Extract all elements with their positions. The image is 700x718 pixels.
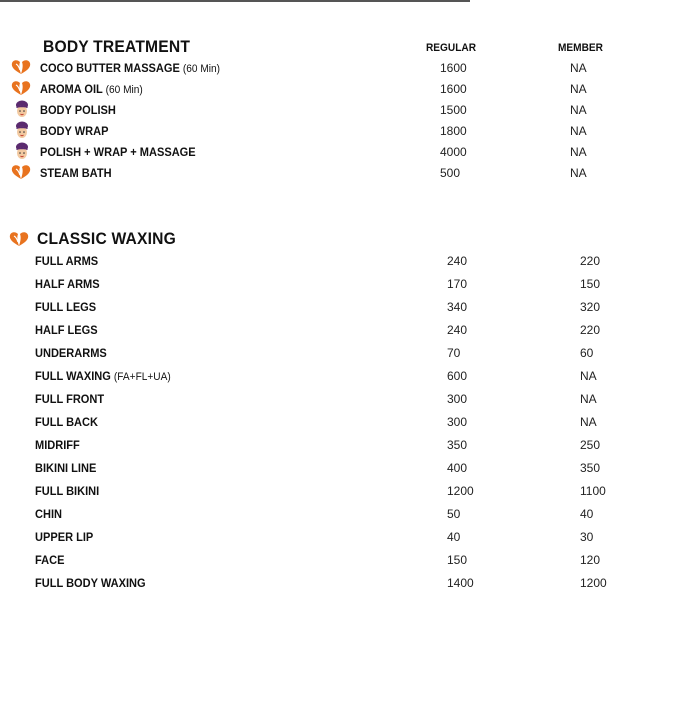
regular-price: 500 [440, 166, 461, 180]
member-price: NA [570, 103, 587, 117]
item-name [35, 254, 98, 268]
item-name [35, 461, 96, 475]
leaf-icon [10, 163, 32, 183]
member-price: 1200 [580, 576, 607, 590]
item-name [40, 103, 116, 117]
member-price: 30 [580, 530, 594, 544]
item-name [35, 438, 80, 452]
member-price: 320 [580, 300, 601, 314]
item-name-text: BIKINI LINE [35, 461, 97, 475]
member-price: 60 [580, 346, 594, 360]
item-name-text: HALF LEGS [35, 323, 98, 337]
regular-price: 40 [447, 530, 461, 544]
regular-price: 350 [447, 438, 468, 452]
item-name-text: FULL BIKINI [35, 484, 100, 498]
regular-price: 50 [447, 507, 461, 521]
list-item [0, 124, 700, 144]
regular-price: 300 [447, 392, 468, 406]
list-item [0, 254, 700, 274]
regular-price: 1600 [440, 61, 467, 75]
leaf-icon [10, 79, 32, 99]
member-price: 120 [580, 553, 601, 567]
member-price: 1100 [580, 484, 606, 498]
member-price: NA [580, 392, 597, 406]
list-item [0, 369, 700, 389]
woman-face-icon [13, 121, 35, 141]
regular-price: 240 [447, 323, 468, 337]
item-name [40, 124, 108, 138]
item-name [40, 166, 112, 180]
list-item [0, 103, 700, 123]
member-price: 40 [580, 507, 594, 521]
regular-price: 340 [447, 300, 468, 314]
item-name-text: FULL LEGS [35, 300, 97, 314]
regular-price: 1800 [440, 124, 467, 138]
regular-price: 1500 [440, 103, 467, 117]
item-name-text: MIDRIFF [35, 438, 80, 452]
list-item [0, 346, 700, 366]
item-name-text: BODY WRAP [40, 124, 109, 138]
item-name [40, 61, 220, 75]
list-item [0, 553, 700, 573]
item-name-text: FACE [35, 553, 65, 567]
list-item [0, 166, 700, 186]
regular-price: 70 [447, 346, 461, 360]
list-item [0, 61, 700, 81]
item-name [35, 507, 62, 521]
woman-face-icon [13, 100, 35, 120]
list-item [0, 82, 700, 102]
member-price: 250 [580, 438, 601, 452]
item-name-text: FULL WAXING [35, 369, 111, 383]
item-name [35, 323, 98, 337]
item-name [35, 530, 93, 544]
member-price: NA [580, 369, 597, 383]
list-item [0, 507, 700, 527]
top-border-line [0, 0, 470, 2]
member-price: NA [570, 124, 587, 138]
regular-price: 4000 [440, 145, 467, 159]
item-name-text: STEAM BATH [40, 166, 112, 180]
item-name-text: CHIN [35, 507, 62, 521]
item-name-text: COCO BUTTER MASSAGE [40, 61, 180, 75]
classic-waxing-title: CLASSIC WAXING [37, 229, 177, 248]
member-price: 220 [580, 323, 601, 337]
list-item [0, 300, 700, 320]
regular-price: 1400 [447, 576, 474, 590]
item-name [35, 553, 64, 567]
list-item [0, 576, 700, 596]
item-name-text: HALF ARMS [35, 277, 100, 291]
regular-price: 400 [447, 461, 468, 475]
item-name [40, 145, 196, 159]
item-name-text: FULL BACK [35, 415, 98, 429]
item-name-text: BODY POLISH [40, 103, 116, 117]
item-note: (FA+FL+UA) [113, 371, 171, 383]
regular-price: 600 [447, 369, 468, 383]
list-item [0, 277, 700, 297]
list-item [0, 323, 700, 343]
woman-face-icon [13, 142, 35, 162]
member-price: NA [570, 61, 587, 75]
list-item [0, 484, 700, 504]
list-item [0, 415, 700, 435]
regular-price: 170 [447, 277, 468, 291]
item-name [35, 392, 104, 406]
item-note: (60 Min) [182, 63, 221, 75]
item-name [35, 277, 100, 291]
member-price: 350 [580, 461, 601, 475]
list-item [0, 392, 700, 412]
item-name [35, 576, 146, 590]
member-price: NA [570, 82, 587, 96]
list-item [0, 461, 700, 481]
item-name [35, 369, 171, 383]
item-name [35, 300, 96, 314]
item-name [35, 484, 99, 498]
item-name-text: FULL BODY WAXING [35, 576, 146, 590]
item-name-text: FULL ARMS [35, 254, 99, 268]
list-item [0, 438, 700, 458]
regular-price: 150 [447, 553, 468, 567]
list-item [0, 530, 700, 550]
member-price: NA [570, 166, 587, 180]
item-name [35, 346, 107, 360]
leaf-icon [10, 58, 32, 78]
item-name-text: UNDERARMS [35, 346, 107, 360]
item-name-text: POLISH + WRAP + MASSAGE [40, 145, 196, 159]
member-column-header: MEMBER [558, 42, 603, 54]
item-name-text: UPPER LIP [35, 530, 94, 544]
member-price: 220 [580, 254, 601, 268]
item-note: (60 Min) [105, 84, 143, 96]
member-price: NA [580, 415, 597, 429]
member-price: 150 [580, 277, 601, 291]
body-treatment-title: BODY TREATMENT [43, 37, 191, 56]
regular-price: 240 [447, 254, 468, 268]
item-name [40, 82, 143, 96]
leaf-icon [8, 230, 30, 250]
regular-price: 300 [447, 415, 468, 429]
list-item [0, 145, 700, 165]
regular-price: 1200 [447, 484, 474, 498]
item-name [35, 415, 98, 429]
item-name-text: FULL FRONT [35, 392, 105, 406]
regular-price: 1600 [440, 82, 467, 96]
item-name-text: AROMA OIL [40, 82, 103, 96]
regular-column-header: REGULAR [426, 42, 477, 54]
member-price: NA [570, 145, 587, 159]
